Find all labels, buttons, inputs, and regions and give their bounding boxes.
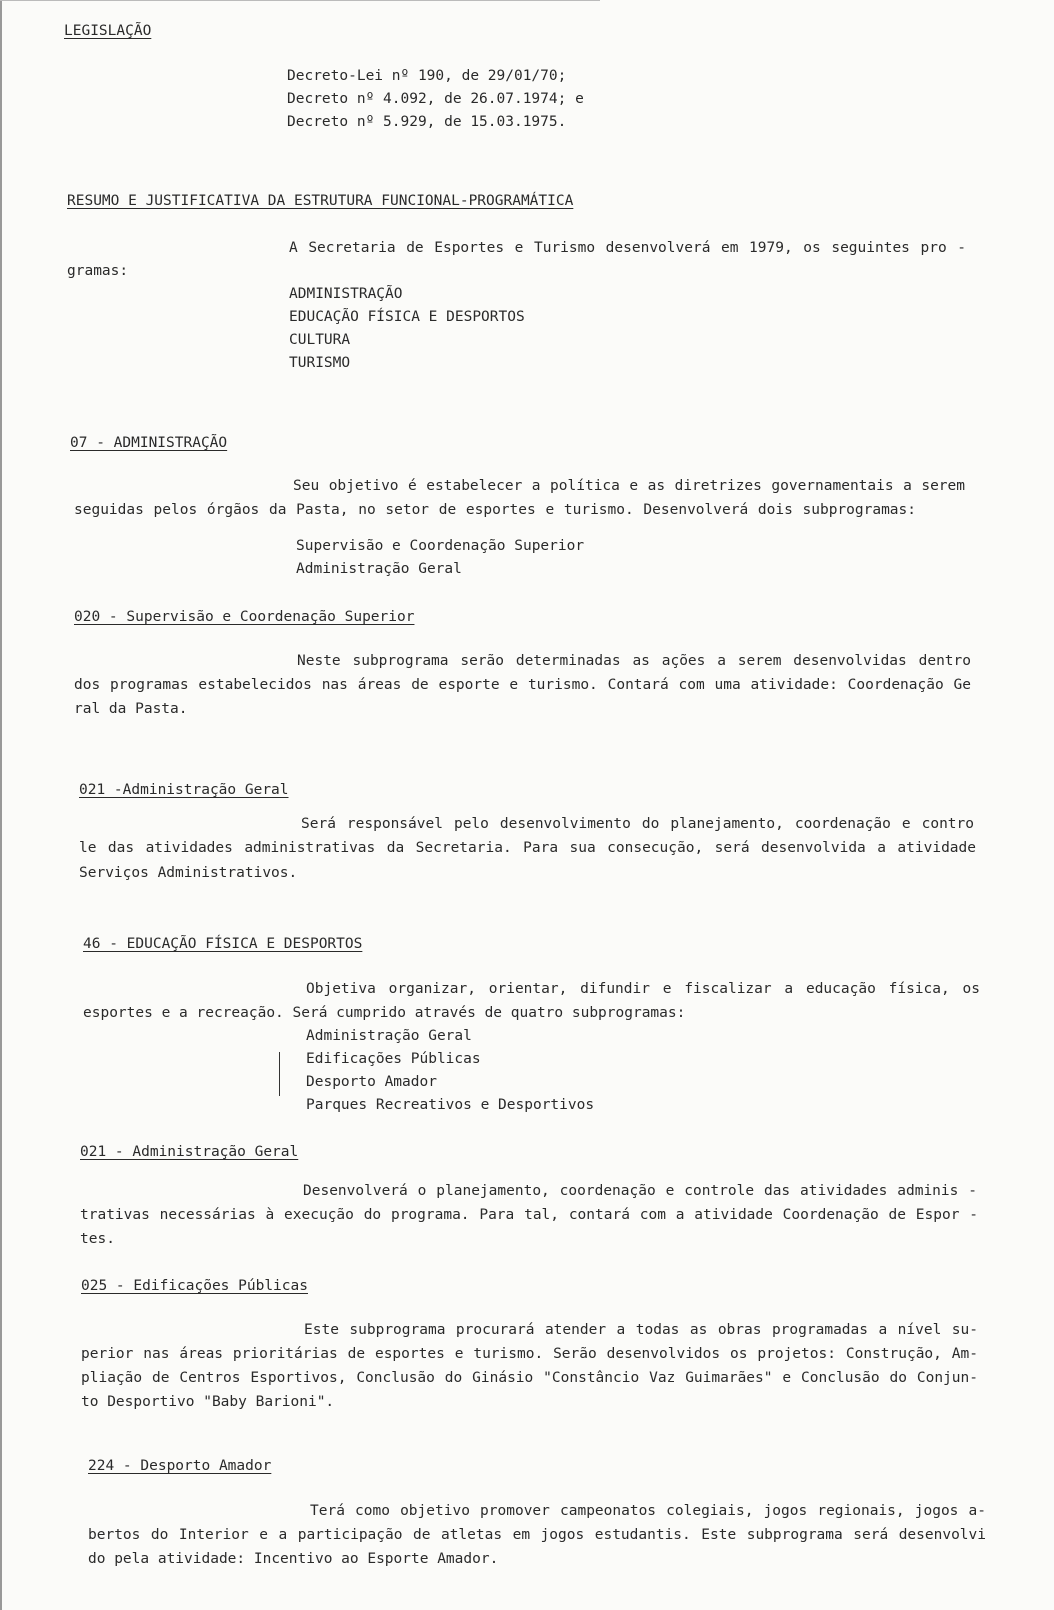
section-020-line: dos programas estabelecidos nas áreas de esporte e turismo. Contará com uma atividade: Coordenação Ge [74, 677, 971, 693]
section-025-line: pliação de Centros Esportivos, Conclusão do Ginásio "Constâncio Vaz Guimarães" e Conclusão do Conjun- [81, 1370, 978, 1386]
resumo-intro-line: A Secretaria de Esportes e Turismo desenvolverá em 1979, os seguintes pro - [289, 240, 966, 256]
section-07-line: Seu objetivo é estabelecer a política e as diretrizes governamentais a serem [293, 478, 965, 494]
section-46-line: Objetiva organizar, orientar, difundir e fiscalizar a educação física, os [306, 981, 980, 997]
subprogram-item: Parques Recreativos e Desportivos [306, 1097, 595, 1113]
section-224-line: do pela atividade: Incentivo ao Esporte Amador. [88, 1551, 499, 1567]
subprogram-item: Supervisão e Coordenação Superior [296, 538, 585, 554]
resumo-heading: RESUMO E JUSTIFICATIVA DA ESTRUTURA FUNCIONAL-PROGRAMÁTICA [67, 193, 574, 209]
section-025-line: perior nas áreas prioritárias de esportes e turismo. Serão desenvolvidos os projetos: Construção, Am- [81, 1346, 978, 1362]
section-224-line: Terá como objetivo promover campeonatos colegiais, jogos regionais, jogos a- [310, 1503, 986, 1519]
subprogram-item: Administração Geral [306, 1028, 472, 1044]
section-224-line: bertos do Interior e a participação de atletas em jogos estudantis. Este subprograma será desenvolvi [88, 1527, 986, 1543]
section-020-line: ral da Pasta. [74, 701, 188, 717]
resumo-intro-line: gramas: [67, 263, 129, 279]
program-item: EDUCAÇÃO FÍSICA E DESPORTOS [289, 309, 525, 325]
section-025-heading: 025 - Edificações Públicas [81, 1278, 308, 1294]
program-item: ADMINISTRAÇÃO [289, 286, 403, 302]
legislacao-line: Decreto nº 4.092, de 26.07.1974; e [287, 91, 584, 107]
bracket-line [279, 1052, 280, 1096]
subprogram-item: Administração Geral [296, 561, 462, 577]
legislacao-heading: LEGISLAÇÃO [64, 23, 152, 39]
section-021a-heading: 021 -Administração Geral [79, 782, 289, 798]
subprogram-item: Edificações Públicas [306, 1051, 481, 1067]
section-025-line: to Desportivo "Baby Barioni". [81, 1394, 335, 1410]
section-224-heading: 224 - Desporto Amador [88, 1458, 272, 1474]
legislacao-line: Decreto nº 5.929, de 15.03.1975. [287, 114, 567, 130]
section-021a-line: Serviços Administrativos. [79, 865, 298, 881]
page-edge-left [0, 0, 2, 1610]
legislacao-line: Decreto-Lei nº 190, de 29/01/70; [287, 68, 567, 84]
section-021b-line: trativas necessárias à execução do programa. Para tal, contará com a atividade Coordenação de Espor - [80, 1207, 978, 1223]
program-item: TURISMO [289, 355, 351, 371]
section-021a-line: le das atividades administrativas da Secretaria. Para sua consecução, será desenvolvida a atividade [79, 840, 976, 856]
section-46-heading: 46 - EDUCAÇÃO FÍSICA E DESPORTOS [83, 936, 363, 952]
section-07-line: seguidas pelos órgãos da Pasta, no setor de esportes e turismo. Desenvolverá dois subprogramas: [74, 502, 916, 518]
section-020-line: Neste subprograma serão determinadas as ações a serem desenvolvidas dentro [297, 653, 971, 669]
section-020-heading: 020 - Supervisão e Coordenação Superior [74, 609, 415, 625]
section-021b-heading: 021 - Administração Geral [80, 1144, 299, 1160]
section-025-line: Este subprograma procurará atender a todas as obras programadas a nível su- [304, 1322, 978, 1338]
section-46-line: esportes e a recreação. Será cumprido através de quatro subprogramas: [83, 1005, 686, 1021]
section-021a-line: Será responsável pelo desenvolvimento do planejamento, coordenação e contro [301, 816, 974, 832]
page-edge-top [0, 0, 600, 1]
section-07-heading: 07 - ADMINISTRAÇÃO [70, 435, 228, 451]
subprogram-item: Desporto Amador [306, 1074, 437, 1090]
section-021b-line: Desenvolverá o planejamento, coordenação e controle das atividades adminis - [303, 1183, 977, 1199]
program-item: CULTURA [289, 332, 351, 348]
section-021b-line: tes. [80, 1231, 115, 1247]
